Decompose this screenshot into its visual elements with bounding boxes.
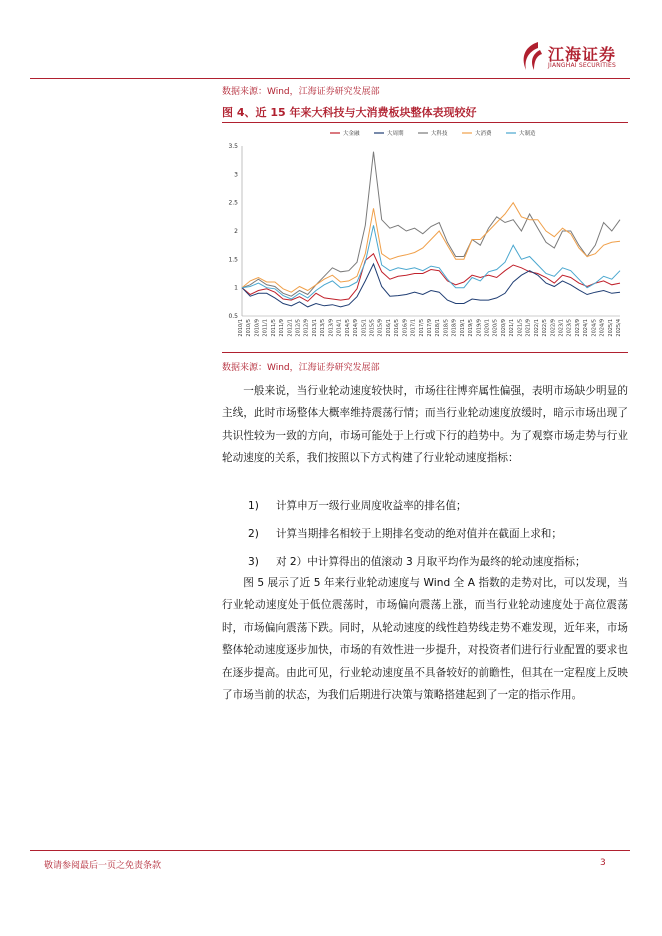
page-number: 3 bbox=[600, 858, 606, 868]
x-tick-label: 2014/5 bbox=[344, 319, 351, 337]
figure-bottom-rule bbox=[222, 352, 628, 353]
x-tick-label: 2018/9 bbox=[451, 319, 458, 337]
x-tick-label: 2023/5 bbox=[566, 319, 573, 337]
top-data-source: 数据来源：Wind，江海证券研究发展部 bbox=[222, 87, 380, 97]
x-tick-label: 2023/1 bbox=[558, 319, 565, 337]
legend-label: 大消费 bbox=[475, 131, 492, 137]
x-tick-label: 2016/5 bbox=[394, 319, 401, 337]
x-tick-label: 2022/5 bbox=[542, 319, 549, 337]
x-tick-label: 2023/9 bbox=[574, 319, 581, 337]
x-tick-label: 2024/5 bbox=[591, 319, 598, 337]
chart-axes bbox=[228, 143, 622, 337]
paragraph-1: 一般来说，当行业轮动速度较快时，市场往往博弈属性偏强，表明市场缺少明显的主线，此时市场整体大概率维持震荡行情；而当行业轮动速度放缓时，暗示市场出现了共识性较为一致的方向，市场可能处于上行或下行的趋势中。为了观察市场走势与行业轮动速度的关系，我们按照以下方式构建了行业轮动速度指标： bbox=[222, 385, 628, 465]
x-tick-label: 2024/1 bbox=[583, 319, 590, 337]
logo-mark-icon bbox=[518, 40, 544, 72]
x-tick-label: 2019/1 bbox=[459, 319, 466, 337]
x-tick-label: 2013/9 bbox=[328, 319, 335, 337]
y-tick-label: 2 bbox=[234, 228, 238, 235]
series-line-大制造 bbox=[242, 225, 620, 299]
paragraph-2: 图 5 展示了近 5 年来行业轮动速度与 Wind 全 A 指数的走势对比，可以发现，当行业轮动速度处于低位震荡时，市场偏向震荡上涨，而当行业轮动速度处于高位震荡时，市场偏向震荡下跌。同时，从轮动速度的线性趋势线走势不难发现，近年来，市场整体轮动速度逐步加快，市场的有效性进一步提升，对投资者们进行行业配置的要求也在逐步提高。由此可见，行业轮动速度虽不具备较好的前瞻性，但其在一定程度上反映了市场当前的状态，为我们后期进行决策与策略搭建起到了一定的指示作用。 bbox=[222, 577, 628, 702]
x-tick-label: 2016/1 bbox=[385, 319, 392, 337]
x-tick-label: 2020/1 bbox=[484, 319, 491, 337]
footer-rule bbox=[30, 850, 630, 851]
x-tick-label: 2012/1 bbox=[287, 319, 294, 337]
x-tick-label: 2021/1 bbox=[509, 319, 516, 337]
x-tick-label: 2013/5 bbox=[320, 319, 327, 337]
x-tick-label: 2011/5 bbox=[270, 319, 277, 337]
x-tick-label: 2015/5 bbox=[369, 319, 376, 337]
list-item-number: 2) bbox=[248, 528, 259, 540]
x-tick-label: 2014/9 bbox=[353, 319, 360, 337]
x-tick-label: 2014/1 bbox=[336, 319, 343, 337]
legend-label: 大科技 bbox=[431, 131, 448, 137]
list-item-text: 计算当期排名相较于上期排名变动的绝对值并在截面上求和； bbox=[275, 528, 562, 540]
logo-name: 江海证券 bbox=[548, 45, 617, 64]
figure-title-rule bbox=[222, 122, 628, 123]
x-tick-label: 2021/9 bbox=[525, 319, 532, 337]
x-tick-label: 2025/1 bbox=[607, 319, 614, 337]
series-line-大周期 bbox=[242, 264, 620, 307]
y-tick-label: 1 bbox=[234, 284, 238, 292]
x-tick-label: 2019/5 bbox=[468, 319, 475, 337]
series-line-大消费 bbox=[242, 203, 620, 293]
company-logo bbox=[518, 40, 628, 74]
line-chart bbox=[222, 124, 628, 350]
figure-title: 图 4、近 15 年来大科技与大消费板块整体表现较好 bbox=[222, 106, 477, 119]
chart-plot bbox=[242, 152, 620, 307]
x-tick-label: 2019/9 bbox=[476, 319, 483, 337]
list-item-text: 对 2）中计算得出的值滚动 3 月取平均作为最终的轮动速度指标； bbox=[275, 556, 586, 568]
y-tick-label: 3.5 bbox=[228, 143, 238, 150]
list-item bbox=[248, 494, 467, 513]
x-tick-label: 2022/1 bbox=[533, 319, 540, 337]
x-tick-label: 2015/1 bbox=[361, 319, 368, 337]
series-line-大科技 bbox=[242, 152, 620, 297]
logo-subtitle: JIANGHAI SECURITIES bbox=[548, 62, 617, 69]
x-tick-label: 2013/1 bbox=[311, 319, 318, 337]
x-tick-label: 2020/9 bbox=[500, 319, 507, 337]
x-tick-label: 2017/1 bbox=[410, 319, 417, 337]
x-tick-label: 2010/9 bbox=[254, 319, 261, 337]
x-tick-label: 2012/5 bbox=[295, 319, 302, 337]
x-tick-label: 2017/9 bbox=[427, 319, 433, 337]
y-tick-label: 0.5 bbox=[228, 313, 238, 320]
list-item-number: 1) bbox=[248, 500, 259, 512]
x-tick-label: 2018/5 bbox=[443, 319, 450, 337]
list-item-number: 3) bbox=[248, 556, 259, 568]
x-tick-label: 2017/5 bbox=[418, 319, 425, 337]
chart-legend bbox=[330, 129, 536, 137]
list-item bbox=[248, 550, 586, 569]
x-tick-label: 2010/5 bbox=[246, 319, 253, 337]
y-tick-label: 3 bbox=[234, 171, 238, 179]
x-tick-label: 2011/9 bbox=[279, 319, 286, 337]
footer-disclaimer: 敬请参阅最后一页之免责条款 bbox=[44, 861, 162, 871]
list-item bbox=[248, 522, 562, 541]
x-tick-label: 2015/9 bbox=[377, 319, 384, 337]
legend-label: 大周期 bbox=[387, 131, 404, 137]
x-tick-label: 2020/5 bbox=[492, 319, 499, 337]
header-rule bbox=[30, 78, 630, 79]
x-tick-label: 2018/1 bbox=[435, 319, 442, 337]
figure-data-source: 数据来源：Wind，江海证券研究发展部 bbox=[222, 363, 380, 373]
x-tick-label: 2025/4 bbox=[616, 319, 622, 337]
x-tick-label: 2024/9 bbox=[599, 319, 606, 337]
x-tick-label: 2010/1 bbox=[238, 319, 244, 337]
x-tick-label: 2011/1 bbox=[262, 319, 269, 337]
x-tick-label: 2012/9 bbox=[303, 319, 310, 337]
x-tick-label: 2016/9 bbox=[402, 319, 409, 337]
legend-label: 大金融 bbox=[343, 131, 360, 137]
legend-label: 大制造 bbox=[519, 131, 536, 137]
y-tick-label: 1.5 bbox=[228, 256, 238, 264]
list-item-text: 计算申万一级行业周度收益率的排名值； bbox=[275, 500, 467, 512]
y-tick-label: 2.5 bbox=[228, 199, 238, 207]
x-tick-label: 2022/9 bbox=[550, 319, 557, 337]
x-tick-label: 2021/5 bbox=[517, 319, 524, 337]
